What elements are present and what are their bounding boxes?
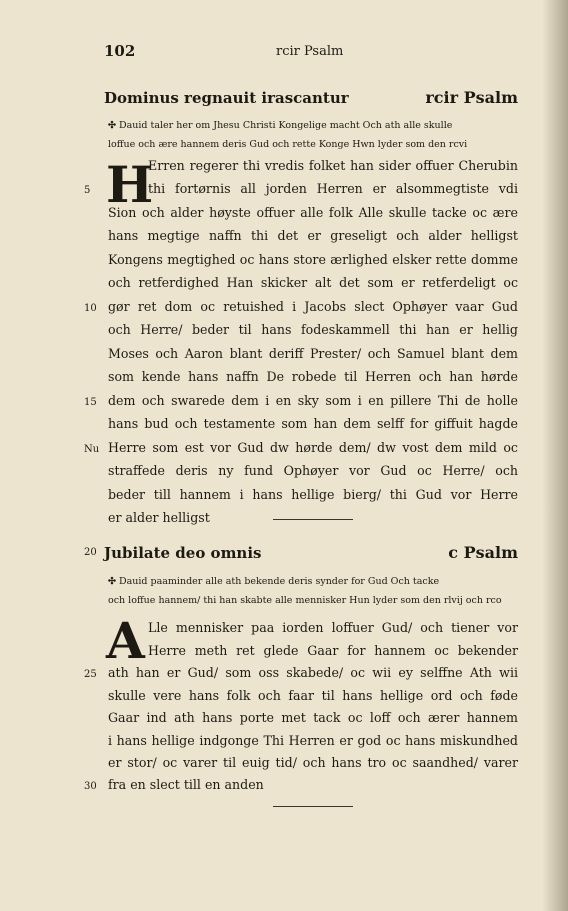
drop-cap: H <box>106 155 154 214</box>
summary-line <box>108 572 518 591</box>
text-line: Herre som est vor Gud dw hørde dem/ dw vost dem mild oc <box>108 440 518 455</box>
page-number: 102 <box>104 42 136 60</box>
summary-line: och loffue hannem/ thi han skabte alle mennisker Hun lyder som den rlvij och rco <box>108 595 502 606</box>
fleuron-icon: ✣ <box>108 120 116 131</box>
summary-line <box>108 116 518 135</box>
text-line: och Herre/ beder til hans fodeskammell thi han er hellig <box>108 322 518 337</box>
psalm-title: Jubilate deo omnis <box>104 544 262 562</box>
drop-cap: A <box>106 611 145 670</box>
fleuron-icon: ✣ <box>108 576 116 587</box>
text-line: Gaar ind ath hans porte met tack oc loff och ærer hannem <box>108 710 518 725</box>
text-line: er stor/ oc varer til euig tid/ och hans tro oc saandhed/ varer <box>108 755 518 770</box>
text-line: i hans hellige indgonge Thi Herren er god oc hans miskundhed <box>108 733 518 748</box>
text-line: fra en slect till en anden <box>108 777 264 792</box>
text-line: er alder helligst <box>108 510 210 525</box>
text-line: beder till hannem i hans hellige bierg/ thi Gud vor Herre <box>108 487 518 502</box>
text-line: dem och swarede dem i en sky som i en pillere Thi de holle <box>108 393 518 408</box>
psalm-number: c Psalm <box>448 543 518 562</box>
line-number: 5 <box>84 185 91 196</box>
text-line: Kongens megtighed oc hans store ærlighed elsker rette domme <box>108 252 518 267</box>
line-number: 30 <box>84 781 97 792</box>
text-line: och retferdighed Han skicker alt det som er retferdeligt oc <box>108 275 518 290</box>
text-line: hans bud och testamente som han dem selff for giffuit hagde <box>108 416 518 431</box>
text-line: thi fortørnis all jorden Herren er alsommegtiste vdi <box>148 181 518 196</box>
line-number: 10 <box>84 303 97 314</box>
text-line: Moses och Aaron blant deriff Prester/ och Samuel blant dem <box>108 346 518 361</box>
line-number: 20 <box>84 547 97 558</box>
section-divider <box>273 519 353 520</box>
text-line: Erren regerer thi vredis folket han sider offuer Cherubin <box>148 158 518 173</box>
text-line: Lle mennisker paa iorden loffuer Gud/ och tiener vor <box>148 620 518 635</box>
psalm-summary <box>108 116 518 154</box>
psalm-title: Dominus regnauit irascantur <box>104 89 349 107</box>
text-line: som kende hans naffn De robede til Herren och han hørde <box>108 369 518 384</box>
psalm-heading <box>104 88 518 107</box>
text-line: skulle vere hans folk och faar til hans hellige ord och føde <box>108 688 518 703</box>
line-number: Nu <box>84 444 100 455</box>
psalm-number: rcir Psalm <box>425 88 518 107</box>
summary-text: Dauid taler her om Jhesu Christi Kongelige macht Och ath alle skulle <box>118 120 453 131</box>
text-line: straffede deris ny fund Ophøyer vor Gud oc Herre/ och <box>108 463 518 478</box>
line-number: 25 <box>84 669 97 680</box>
psalm-summary <box>108 572 518 610</box>
running-head: rcir Psalm <box>276 44 344 59</box>
psalm-heading <box>104 543 518 562</box>
summary-text: Dauid paaminder alle ath bekende deris synder for Gud Och tacke <box>118 576 440 587</box>
text-line: hans megtige naffn thi det er greseligt och alder helligst <box>108 228 518 243</box>
line-number: 15 <box>84 397 97 408</box>
section-divider <box>273 806 353 807</box>
text-line: gør ret dom oc retuished i Jacobs slect Ophøyer vaar Gud <box>108 299 518 314</box>
summary-line: loffue och ære hannem deris Gud och rette Konge Hwn lyder som den rcvi <box>108 139 468 150</box>
page-edge-shadow <box>542 0 568 911</box>
text-line: Sion och alder høyste offuer alle folk Alle skulle tacke oc ære <box>108 205 518 220</box>
text-line: Herre meth ret glede Gaar for hannem oc bekender <box>148 643 518 658</box>
text-line: ath han er Gud/ som oss skabede/ oc wii ey selffne Ath wii <box>108 665 518 680</box>
